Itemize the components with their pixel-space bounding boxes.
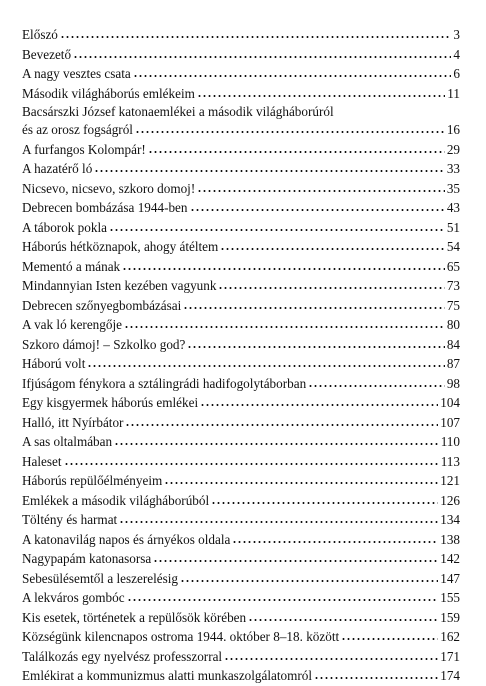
toc-entry-title: Mementó a mának — [22, 258, 121, 274]
toc-entry-title: A hazatérő ló — [22, 161, 93, 176]
toc-entry-title: Kis esetek, történetek a repülősök körében — [22, 609, 247, 625]
toc-entry-title: A sas oltalmában — [22, 434, 113, 449]
toc-entry — [22, 549, 460, 569]
dot-leader — [224, 657, 438, 661]
dot-leader — [94, 169, 445, 173]
toc-entry-page-number: 159 — [440, 609, 460, 625]
dot-leader — [248, 618, 438, 622]
toc-entry — [22, 354, 460, 374]
dot-leader — [200, 403, 438, 407]
toc-entry-page-number: 80 — [446, 317, 460, 332]
dot-leader — [148, 150, 445, 154]
toc-entry-page-number: 11 — [447, 85, 460, 101]
toc-entry-title: Háború volt — [22, 356, 86, 371]
dot-leader — [114, 442, 439, 446]
toc-entry — [22, 413, 460, 433]
dot-leader — [190, 208, 445, 212]
toc-entry-title: Mindannyian Isten kezében vagyunk — [22, 278, 217, 293]
toc-entry-title: Debrecen szőnyegbombázásai — [22, 297, 182, 313]
toc-entry-page-number: 73 — [446, 278, 460, 293]
toc-entry — [22, 45, 460, 65]
toc-entry-page-number: 51 — [446, 219, 460, 235]
dot-leader — [73, 55, 451, 59]
toc-entry-title: Találkozás egy nyelvész professzorral — [22, 648, 223, 664]
toc-entry-title: Emlékek a második világháborúból — [22, 492, 210, 508]
toc-entry-page-number: 16 — [446, 122, 460, 137]
toc-entry — [22, 140, 460, 160]
toc-entry-title: Sebesülésemtől a leszerelésig — [22, 570, 178, 586]
toc-entry-title: Egy kisgyermek háborús emlékei — [22, 395, 199, 410]
toc-entry-title: Nicsevo, nicsevo, szkoro domoj! — [22, 180, 196, 196]
dot-leader — [122, 267, 445, 271]
toc-entry — [22, 64, 460, 84]
dot-leader — [64, 462, 439, 466]
toc-entry-title: Emlékirat a kommunizmus alatti munkaszolgálatomról — [22, 668, 313, 683]
toc-entry-title: és az orosz fogságról — [22, 122, 133, 137]
dot-leader — [87, 364, 444, 368]
toc-entry-title: Községünk kilencnapos ostroma 1944. október 8–18. között — [22, 629, 340, 644]
toc-entry — [22, 315, 460, 335]
toc-entry-page-number: 110 — [440, 434, 460, 449]
dot-leader — [124, 325, 445, 329]
dot-leader — [341, 637, 438, 641]
toc-entry — [22, 530, 460, 550]
toc-entry-page-number: 54 — [446, 239, 460, 254]
toc-entry — [22, 569, 460, 589]
toc-entry-title: Háborús hétköznapok, ahogy átéltem — [22, 239, 219, 254]
toc-entry-title: Előszó — [22, 27, 58, 42]
toc-entry-page-number: 121 — [440, 473, 460, 488]
toc-entry-page-number: 113 — [440, 453, 460, 469]
toc-entry-title: A táborok pokla — [22, 219, 107, 235]
toc-entry-title: A nagy vesztes csata — [22, 66, 131, 81]
toc-entry-title: A vak ló kerengője — [22, 317, 122, 332]
toc-entry — [22, 471, 460, 491]
dot-leader — [232, 540, 438, 544]
toc-entry — [22, 276, 460, 296]
toc-entry — [22, 218, 460, 238]
toc-entry-title: Második világháborús emlékeim — [22, 85, 195, 101]
toc-entry-title: Debrecen bombázása 1944-ben — [22, 200, 188, 215]
toc-entry-page-number: 138 — [440, 531, 460, 547]
toc-entry-title: Háborús repülőélményeim — [22, 473, 163, 488]
toc-entry-page-number: 6 — [453, 66, 460, 81]
dot-leader — [127, 598, 439, 602]
dot-leader — [180, 579, 438, 583]
toc-entry-page-number: 4 — [453, 46, 460, 62]
dot-leader — [308, 384, 445, 388]
toc-entry — [22, 237, 460, 257]
toc-entry-page-number: 84 — [446, 336, 460, 352]
toc-entry — [22, 25, 460, 45]
toc-entry-page-number: 104 — [440, 395, 460, 410]
toc-entry-title: Nagypapám katonasorsa — [22, 551, 152, 566]
table-of-contents — [22, 25, 460, 686]
toc-entry — [22, 179, 460, 199]
toc-entry-page-number: 134 — [440, 512, 460, 527]
toc-entry-page-number: 87 — [446, 356, 460, 371]
toc-entry-page-number: 75 — [446, 297, 460, 313]
toc-entry — [22, 588, 460, 608]
toc-entry — [22, 257, 460, 277]
toc-entry — [22, 666, 460, 686]
toc-entry — [22, 374, 460, 394]
dot-leader — [211, 501, 438, 505]
toc-entry-page-number: 65 — [446, 258, 460, 274]
toc-entry — [22, 608, 460, 628]
dot-leader — [218, 286, 444, 290]
toc-entry-title: Szkoro dámoj! – Szkolko god? — [22, 336, 186, 352]
dot-leader — [183, 306, 445, 310]
toc-entry — [22, 393, 460, 413]
toc-entry — [22, 510, 460, 530]
dot-leader — [187, 345, 444, 349]
toc-entry-page-number: 171 — [440, 648, 460, 664]
toc-entry-title: A katonavilág napos és árnyékos oldala — [22, 531, 231, 547]
toc-entry — [22, 159, 460, 179]
dot-leader — [60, 35, 452, 39]
toc-entry — [22, 296, 460, 316]
dot-leader — [164, 481, 438, 485]
toc-entry-first-line — [22, 103, 460, 120]
dot-leader — [119, 520, 438, 524]
toc-entry-page-number: 98 — [446, 375, 460, 391]
dot-leader — [314, 676, 438, 680]
toc-entry-title: A furfangos Kolompár! — [22, 141, 146, 157]
toc-entry — [22, 452, 460, 472]
toc-entry — [22, 647, 460, 667]
toc-entry — [22, 491, 460, 511]
toc-entry-page-number: 35 — [446, 180, 460, 196]
dot-leader — [197, 94, 445, 98]
toc-entry-page-number: 43 — [446, 200, 460, 215]
dot-leader — [197, 189, 445, 193]
toc-entry-title: A lekváros gombóc — [22, 590, 125, 605]
toc-entry — [22, 335, 460, 355]
toc-entry-title: Haleset — [22, 453, 62, 469]
dot-leader — [125, 423, 438, 427]
toc-entry-title: Bevezető — [22, 46, 72, 62]
dot-leader — [153, 559, 438, 563]
toc-entry-title: Töltény és harmat — [22, 512, 118, 527]
toc-entry-title: Bacsárszki József katonaemlékei a második világháborúról — [22, 104, 334, 119]
toc-entry-page-number: 126 — [440, 492, 460, 508]
toc-entry-page-number: 147 — [440, 570, 460, 586]
toc-entry-page-number: 155 — [440, 590, 460, 605]
toc-entry-page-number: 174 — [440, 668, 460, 683]
toc-entry-page-number: 107 — [440, 414, 460, 430]
toc-entry-page-number: 29 — [446, 141, 460, 157]
toc-entry — [22, 432, 460, 452]
toc-entry — [22, 120, 460, 140]
dot-leader — [133, 74, 452, 78]
toc-entry-page-number: 3 — [453, 27, 460, 42]
dot-leader — [220, 247, 445, 251]
toc-entry — [22, 627, 460, 647]
toc-entry — [22, 84, 460, 104]
toc-entry-page-number: 142 — [440, 551, 460, 566]
dot-leader — [109, 228, 445, 232]
toc-entry-page-number: 33 — [446, 161, 460, 176]
dot-leader — [135, 130, 445, 134]
toc-entry-page-number: 162 — [440, 629, 460, 644]
toc-entry — [22, 198, 460, 218]
toc-entry-title: Ifjúságom fénykora a sztálingrádi hadifogolytáborban — [22, 375, 307, 391]
toc-entry-title: Halló, itt Nyírbátor — [22, 414, 124, 430]
